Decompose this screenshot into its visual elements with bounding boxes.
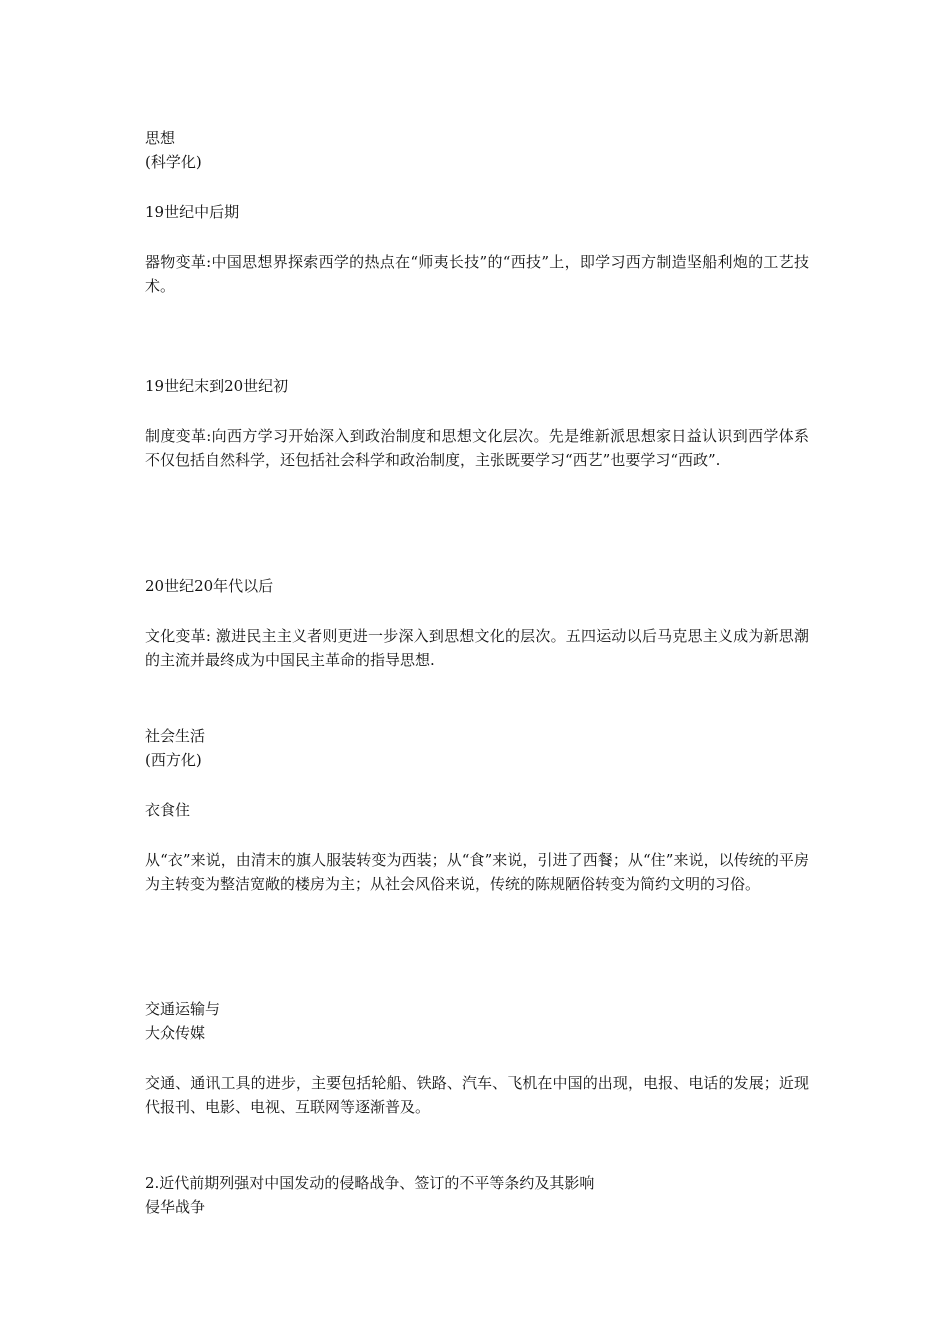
social-life-subheading: (西方化) <box>145 751 202 769</box>
paragraph-cultural-reform: 文化变革: 激进民主主义者则更进一步深入到思想文化的层次。五四运动以后马克思主义成为新思潮的主流并最终成为中国民主革命的指导思想. <box>145 627 809 669</box>
thought-subheading: (科学化) <box>145 153 202 171</box>
period-heading-mid-19th: 19世纪中后期 <box>145 203 240 221</box>
paragraph-institutional-reform: 制度变革:向西方学习开始深入到政治制度和思想文化层次。先是维新派思想家日益认识到西学体系不仅包括自然科学，还包括社会科学和政治制度，主张既要学习“西艺”也要学习“西政”. <box>145 427 809 469</box>
social-life-heading: 社会生活 <box>145 727 206 745</box>
period-heading-1920s: 20世纪20年代以后 <box>145 577 274 595</box>
paragraph-clothing-food-housing: 从“衣”来说，由清末的旗人服装转变为西装；从“食”来说，引进了西餐；从“住”来说，以传统的平房为主转变为整洁宽敞的楼房为主；从社会风俗来说，传统的陈规陋俗转变为简约文明的习俗。 <box>145 851 809 893</box>
period-heading-late-19th: 19世纪末到20世纪初 <box>145 377 289 395</box>
war-heading: 侵华战争 <box>145 1198 206 1216</box>
section-2-title: 2.近代前期列强对中国发动的侵略战争、签订的不平等条约及其影响 <box>145 1174 595 1192</box>
paragraph-material-reform: 器物变革:中国思想界探索西学的热点在“师夷长技”的“西技”上，即学习西方制造坚船利炮的工艺技术。 <box>145 253 809 295</box>
thought-heading: 思想 <box>145 129 176 147</box>
transport-heading-line1: 交通运输与 <box>145 1000 221 1018</box>
clothing-food-housing-heading: 衣食住 <box>145 801 191 819</box>
transport-heading-line2: 大众传媒 <box>145 1024 206 1042</box>
paragraph-transport-media: 交通、通讯工具的进步，主要包括轮船、铁路、汽车、飞机在中国的出现，电报、电话的发展；近现代报刊、电影、电视、互联网等逐渐普及。 <box>145 1074 809 1116</box>
